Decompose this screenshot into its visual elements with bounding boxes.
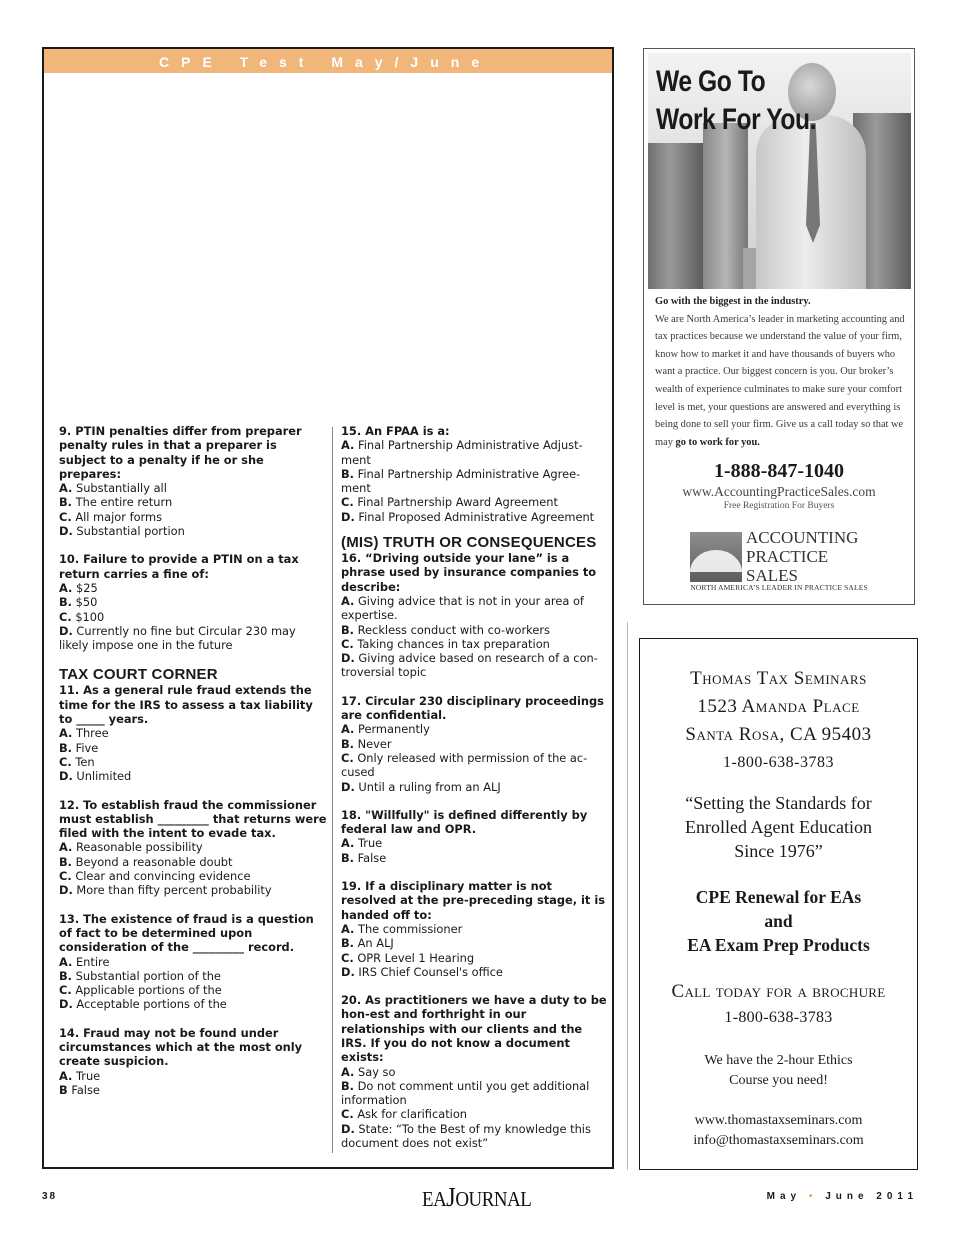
- ad2-slogan: “Setting the Standards for Enrolled Agent Education Since 1976”: [685, 793, 872, 861]
- answer-option: B False: [59, 1082, 100, 1097]
- question-text: 10. Failure to provide a PTIN on a tax return carries a fine of:: [59, 552, 299, 581]
- question-item: [341, 879, 607, 979]
- answer-option: C. Ten: [59, 754, 95, 769]
- ad-url: www.AccountingPracticeSales.com: [682, 484, 876, 499]
- answer-option: A. Reasonable possibility: [59, 840, 203, 855]
- answer-option: A. Substantially all: [59, 481, 167, 496]
- answer-option: A. Final Partnership Administrative Adjust-ment: [341, 438, 583, 467]
- question-text: 19. If a disciplinary matter is not resolved at the pre-preceding stage, it is handed off to:: [341, 879, 606, 922]
- issue-date: May • June 2011: [766, 1191, 918, 1202]
- aps-logo-icon: [690, 532, 742, 582]
- answer-option: D. IRS Chief Counsel's office: [341, 964, 503, 979]
- right-question-column: [341, 424, 607, 1164]
- aps-logo-text: ACCOUNTING PRACTICE SALES: [746, 528, 859, 585]
- answer-option: B. False: [341, 850, 387, 865]
- question-item: [59, 912, 327, 1012]
- answer-option: D. Currently no fine but Circular 230 may likely impose one in the future: [59, 623, 296, 653]
- question-item: [341, 424, 607, 524]
- answer-option: B. Substantial portion of the: [59, 968, 221, 983]
- answer-option: A. True: [59, 1068, 101, 1083]
- ad2-contact: www.thomastaxseminars.com info@thomastaxseminars.com: [693, 1113, 864, 1148]
- answer-option: A. Entire: [59, 954, 110, 969]
- ad2-address: Thomas Tax Seminars 1523 Amanda Place Santa Rosa, CA 95403 1-800-638-3783: [685, 668, 872, 771]
- answer-option: D. Giving advice based on research of a con-troversial topic: [341, 651, 598, 680]
- answer-option: B. Reckless conduct with co-workers: [341, 622, 550, 637]
- answer-option: A. Say so: [341, 1064, 396, 1079]
- question-text: 16. “Driving outside your lane” is a phrase used by insurance companies to describe:: [341, 551, 597, 594]
- ad-headline: We Go To Work For You.: [656, 65, 817, 136]
- question-text: 13. The existence of fraud is a question of fact to be determined upon consideration of the _________ record.: [59, 911, 314, 955]
- ad-registration-note: Free Registration For Buyers: [723, 501, 835, 511]
- question-text: 17. Circular 230 disciplinary proceedings are confidential.: [341, 693, 604, 723]
- question-item: [341, 993, 607, 1150]
- answer-option: B. Never: [341, 736, 392, 751]
- answer-option: C. Taking chances in tax preparation: [341, 636, 550, 651]
- question-text: 20. As practitioners we have a duty to be hon-est and forthright in our relationships with our clients and the IRS. If you do not know a document exists:: [341, 993, 607, 1065]
- question-item: [59, 424, 327, 538]
- answer-option: B. An ALJ: [341, 936, 394, 951]
- ea-journal-logo: EAJOURNAL: [422, 1182, 532, 1212]
- answer-option: C. All major forms: [59, 509, 163, 524]
- ad-photo-businessman: [648, 53, 911, 289]
- question-group-a: [59, 424, 327, 652]
- answer-option: C. Ask for clarification: [341, 1107, 468, 1122]
- question-item: [59, 1026, 327, 1097]
- question-text: 11. As a general rule fraud extends the time for the IRS to assess a tax liability to _____ years.: [59, 683, 313, 727]
- question-text: 12. To establish fraud the commissioner must establish _________ that returns were filed with the intent to evade tax.: [59, 797, 327, 841]
- answer-option: D. Substantial portion: [59, 524, 185, 539]
- answer-option: D. More than fifty percent probability: [59, 883, 272, 898]
- answer-option: B. Final Partnership Administrative Agree-ment: [341, 466, 581, 496]
- answer-option: A. True: [341, 836, 383, 851]
- answer-option: C. OPR Level 1 Hearing: [341, 950, 475, 965]
- answer-option: B. Beyond a reasonable doubt: [59, 854, 233, 869]
- question-text: 15. An FPAA is a:: [341, 424, 450, 438]
- thomas-tax-seminars-ad: [639, 638, 918, 1170]
- answer-option: D. Final Proposed Administrative Agreement: [341, 509, 595, 524]
- column-divider: [332, 427, 333, 1153]
- question-group-d: [341, 551, 607, 1150]
- question-item: [341, 694, 607, 794]
- section-heading-mis-truth: (MIS) TRUTH OR CONSEQUENCES: [341, 534, 597, 552]
- question-item: [59, 683, 327, 783]
- ad2-cpe-products: CPE Renewal for EAs and EA Exam Prep Products: [687, 887, 870, 955]
- ad2-call-to-action: Call today for a brochure 1-800-638-3783: [671, 981, 886, 1026]
- question-item: [341, 808, 607, 865]
- ad-phone: 1-888-847-1040: [714, 460, 844, 482]
- question-group-b: [59, 683, 327, 1097]
- answer-option: D. Until a ruling from an ALJ: [341, 779, 501, 794]
- question-text: 9. PTIN penalties differ from preparer penalty rules in that a preparer is subject to a penalty if he or she prepares:: [59, 424, 302, 481]
- question-text: 18. "Willfully" is defined differently by federal law and OPR.: [341, 807, 588, 837]
- answer-option: A. $25: [59, 580, 98, 595]
- ad-body-copy: Go with the biggest in the industry. We are North America’s leader in marketing accounting and tax practices because we understand the value of your firm, know how to market it and have thousands of buyers who want a practice. Our biggest concern is you. Our broker’s wealth of experience culminates to make sure your comfort level is met, your questions are answered and everything is being done to sell your firm. Give us a call today so that we may go to work for you.: [655, 296, 905, 448]
- ad2-ethics-note: We have the 2-hour Ethics Course you need!: [704, 1053, 853, 1088]
- question-item: [341, 551, 607, 680]
- question-item: [59, 552, 327, 652]
- answer-option: C. Clear and convincing evidence: [59, 869, 251, 884]
- answer-option: B. Do not comment until you get additional information: [341, 1078, 590, 1108]
- aps-tagline: NORTH AMERICA’S LEADER IN PRACTICE SALES: [690, 583, 868, 592]
- answer-option: D. Unlimited: [59, 769, 132, 784]
- answer-option: D. State: “To the Best of my knowledge this document does not exist”: [341, 1121, 591, 1151]
- answer-option: B. The entire return: [59, 495, 173, 510]
- answer-option: C. Applicable portions of the: [59, 983, 222, 998]
- answer-option: D. Acceptable portions of the: [59, 997, 227, 1012]
- answer-option: B. Five: [59, 740, 99, 755]
- page-number: 38: [42, 1191, 58, 1202]
- answer-option: A. Permanently: [341, 722, 430, 737]
- answer-option: A. Three: [59, 726, 109, 741]
- answer-option: C. Final Partnership Award Agreement: [341, 495, 558, 510]
- answer-option: B. $50: [59, 595, 98, 610]
- question-item: [59, 798, 327, 898]
- answer-option: C. Only released with permission of the ac-cused: [341, 750, 588, 780]
- answer-option: A. The commissioner: [341, 921, 463, 936]
- answer-option: C. $100: [59, 609, 105, 624]
- answer-option: A. Giving advice that is not in your area of expertise.: [341, 593, 584, 623]
- question-group-c: [341, 424, 607, 524]
- cpe-test-header: CPE Test May/June: [44, 49, 612, 73]
- section-heading-tax-court: TAX COURT CORNER: [59, 666, 218, 684]
- cpe-test-panel: [42, 47, 614, 1169]
- accounting-practice-sales-ad: [643, 48, 915, 605]
- question-text: 14. Fraud may not be found under circumstances which at the most only create suspicion.: [59, 1025, 303, 1069]
- left-question-column: [59, 424, 327, 1111]
